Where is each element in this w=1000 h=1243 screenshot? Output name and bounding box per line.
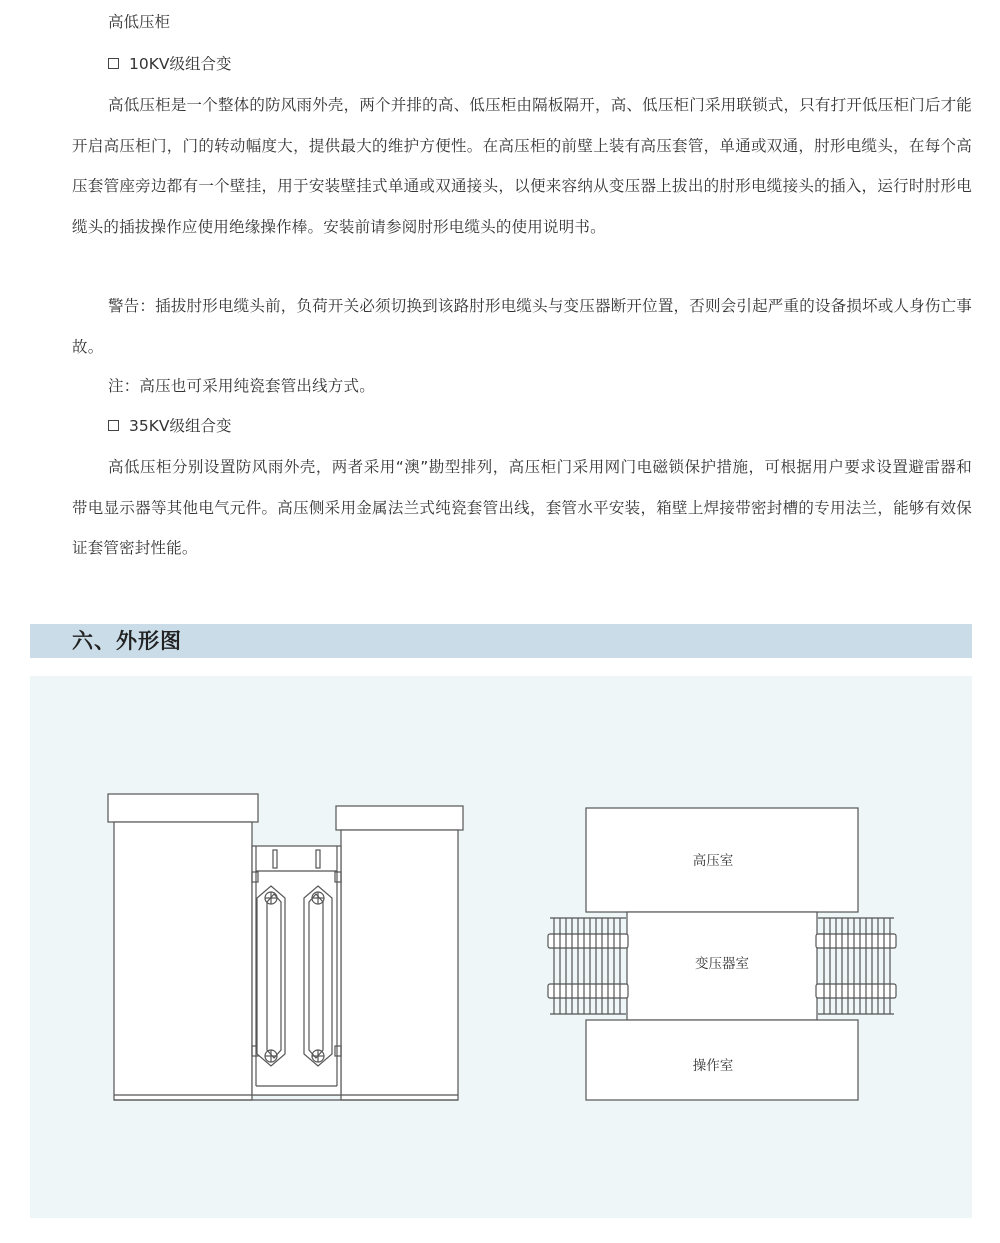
paragraph-35kv: 高低压柜分别设置防风雨外壳，两者采用“澳”勘型排列，高压柜门采用网门电磁锁保护措施，可根据用户要求设置避雷器和带电显示器等其他电气元件。高压侧采用金属法兰式纯瓷套管出线，套管水平安装，箱壁上焊接带密封槽的专用法兰，能够有效保证套管密封性能。 [72, 458, 972, 557]
checkbox-icon [108, 420, 119, 431]
plan-view [548, 808, 896, 1100]
room-label-transformer: 变压器室 [695, 956, 749, 972]
front-view [108, 794, 463, 1100]
room-label-high-voltage: 高压室 [692, 853, 734, 869]
item-35kv [108, 414, 232, 436]
checkbox-icon [108, 58, 119, 69]
section-title: 六、外形图 [72, 629, 182, 653]
right-cabinet-body [341, 830, 458, 1100]
paragraph-high-low-cabinet: 高低压柜是一个整体的防风雨外壳，两个并排的高、低压柜由隔板隔开，高、低压柜门采用联锁式，只有打开低压柜门后才能开启高压柜门，门的转动幅度大，提供最大的维护方便性。在高压柜的前壁上装有高压套管，单通或双通，肘形电缆头，在每个高压套管座旁边都有一个壁挂，用于安装壁挂式单通或双通接头，以便来容纳从变压器上拔出的肘形电缆接头的插入，运行时肘形电缆头的插拔操作应使用绝缘操作棒。安装前请参阅肘形电缆头的使用说明书。 [72, 96, 972, 236]
paragraph-warning: 警告：插拔肘形电缆头前，负荷开关必须切换到该路肘形电缆头与变压器断开位置，否则会引起严重的设备损坏或人身伤亡事故。 [72, 297, 972, 356]
outline-drawing [30, 676, 972, 1218]
left-cabinet-roof [108, 794, 258, 822]
room-label-operation: 操作室 [692, 1058, 734, 1074]
item-35kv-label: 35KV级组合变 [129, 417, 232, 435]
section-header-bar [30, 624, 972, 658]
left-cabinet-body [114, 822, 252, 1100]
section-heading: 高低压柜 [108, 13, 171, 31]
right-cabinet-roof [336, 806, 463, 830]
radiator-fins-right [816, 918, 896, 1014]
outline-drawing-panel [30, 676, 972, 1218]
radiator-panel-right [304, 886, 332, 1066]
item-10kv-label: 10KV级组合变 [129, 55, 232, 73]
item-10kv [108, 52, 232, 74]
radiator-fins-left [548, 918, 628, 1014]
paragraph-note: 注：高压也可采用纯瓷套管出线方式。 [108, 377, 375, 395]
